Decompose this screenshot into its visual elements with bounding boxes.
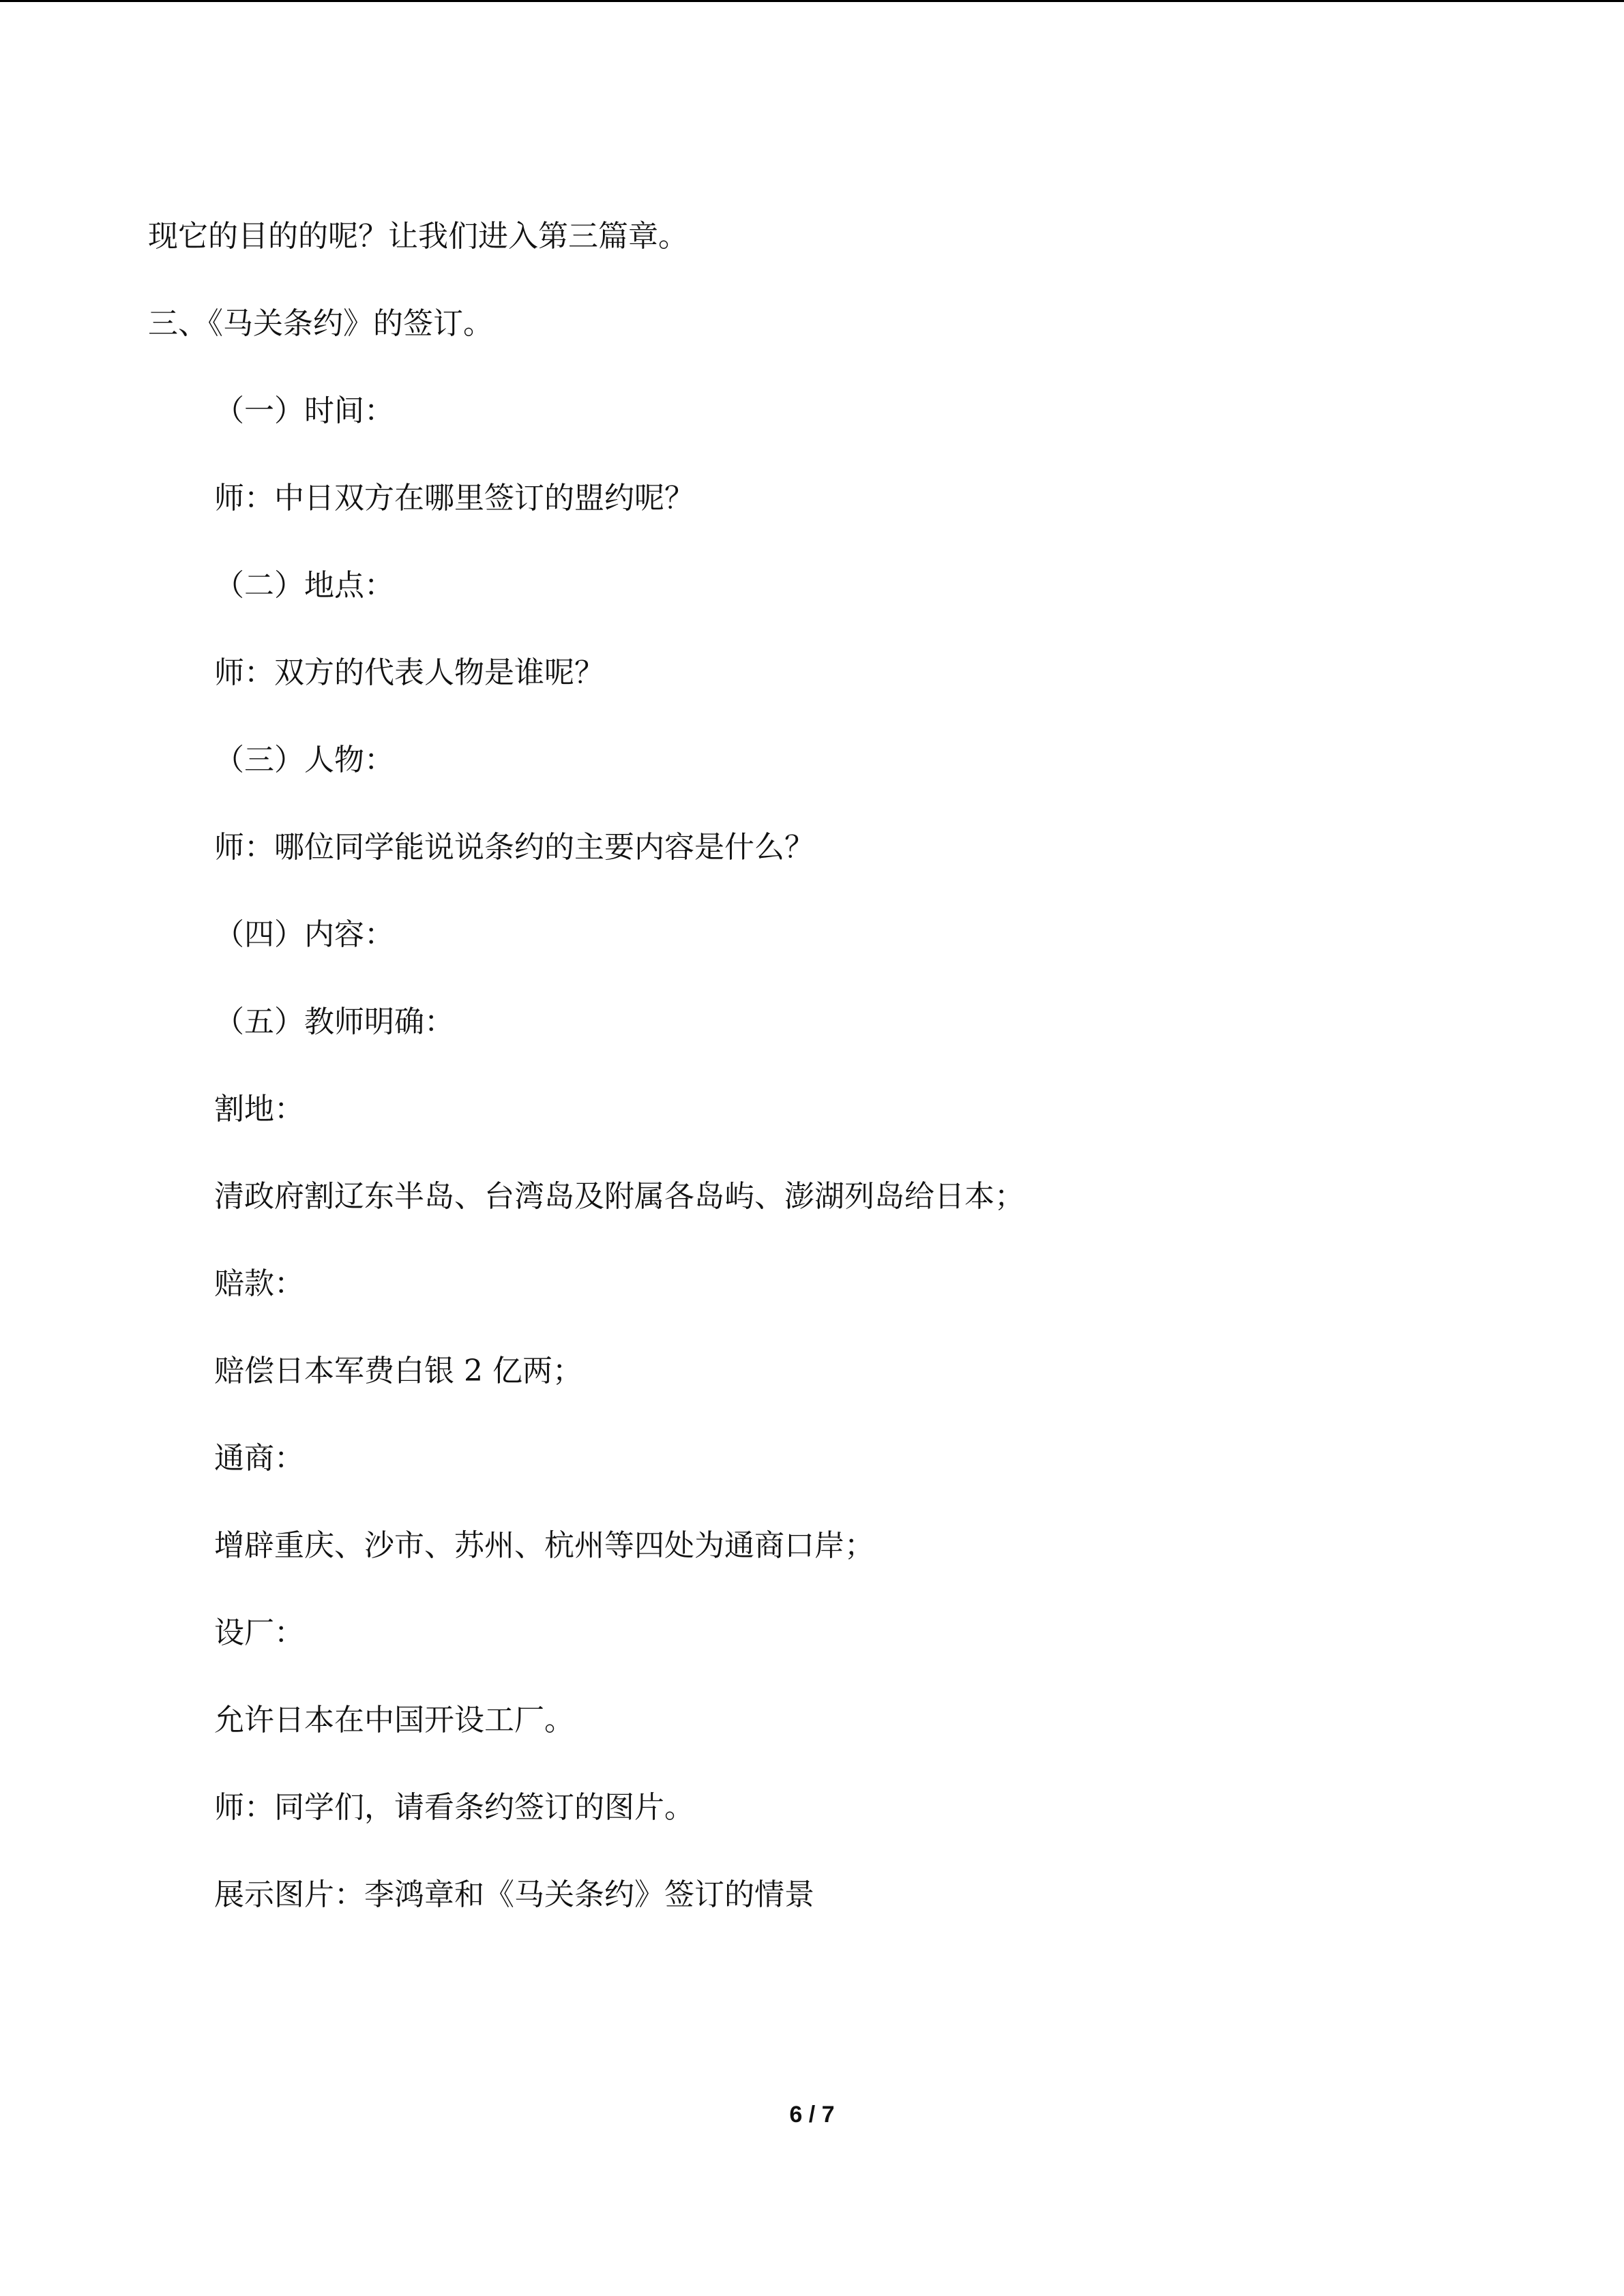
item-text-cede-land: 清政府割辽东半岛、台湾岛及附属各岛屿、澎湖列岛给日本； <box>214 1179 1024 1214</box>
item-label-indemnity: 赔款： <box>214 1266 304 1301</box>
subheading-place: （二）地点： <box>214 568 394 603</box>
item-label-trade: 通商： <box>214 1441 304 1476</box>
item-text-indemnity: 赔偿日本军费白银 2 亿两； <box>214 1354 582 1388</box>
teacher-question: 师：哪位同学能说说条约的主要内容是什么？ <box>214 830 814 865</box>
subheading-content: （四）内容： <box>214 917 394 952</box>
item-label-cede-land: 割地： <box>214 1092 304 1127</box>
subheading-time: （一）时间： <box>214 393 394 428</box>
item-text-trade: 增辟重庆、沙市、苏州、杭州等四处为通商口岸； <box>214 1528 874 1563</box>
item-label-factories: 设厂： <box>214 1615 304 1650</box>
teacher-question: 师：双方的代表人物是谁呢？ <box>214 655 604 690</box>
teacher-question: 师：中日双方在哪里签订的盟约呢？ <box>214 481 694 516</box>
teacher-instruction: 师：同学们，请看条约签订的图片。 <box>214 1790 694 1825</box>
paragraph-line: 现它的目的的呢？让我们进入第三篇章。 <box>148 219 688 254</box>
item-text-factories: 允许日本在中国开设工厂。 <box>214 1703 574 1738</box>
page-number: 6 / 7 <box>789 2102 835 2128</box>
subheading-teacher-clarify: （五）教师明确： <box>214 1004 454 1039</box>
section-heading: 三、《马关条约》的签订。 <box>148 306 493 341</box>
picture-caption: 展示图片：李鸿章和《马关条约》签订的情景 <box>214 1877 814 1912</box>
subheading-people: （三）人物： <box>214 743 394 777</box>
